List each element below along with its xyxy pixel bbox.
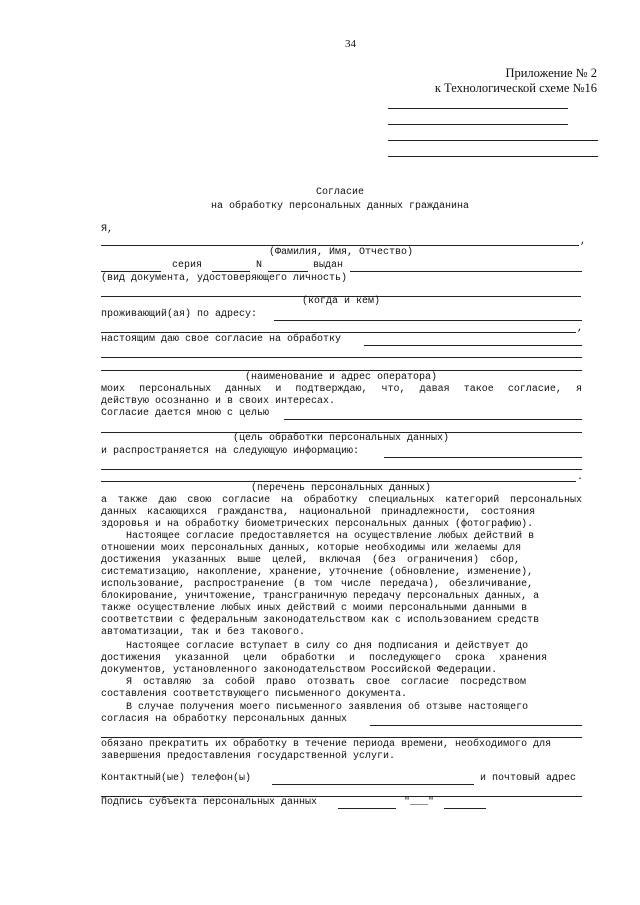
address-field-2: [101, 332, 576, 333]
actions-line-2: отношении моих персональных данных, которые необходимы или желаемы для: [101, 543, 522, 554]
phone-field: [272, 784, 474, 785]
info-field-3: [101, 481, 576, 482]
operator-field-1: [364, 345, 582, 346]
list-caption: (перечень персональных данных): [250, 483, 432, 494]
number-field: [268, 271, 308, 272]
residing-label: проживающий(ая) по адресу:: [101, 309, 258, 320]
info-period: .: [577, 472, 584, 483]
header-blank-line-3: [388, 140, 598, 141]
appendix-line-1: Приложение № 2: [505, 66, 597, 80]
operator-field-3: [101, 370, 582, 371]
header-blank-line-1: [388, 108, 568, 109]
special-line-3: здоровья и на обработку биометрических персональных данных (фотографию).: [101, 519, 534, 530]
revoke-line-1: Я оставляю за собой право отозвать свое согласие посредством: [126, 677, 527, 688]
withdraw-field-2: [101, 737, 582, 738]
actions-line-3: достижения указанных выше целей, включая (без ограничения) сбор,: [101, 555, 521, 566]
consent-give-label: настоящим даю свое согласие на обработку: [101, 334, 342, 345]
obligation-line-2: завершения предоставления государственной услуги.: [101, 751, 396, 762]
actions-line-4: систематизацию, накопление, хранение, уточнение (обновление, изменение),: [101, 567, 534, 578]
force-line-2: достижения указанной цели обработки и последующего срока хранения: [101, 653, 548, 664]
series-field: [212, 271, 250, 272]
fio-field: [101, 245, 579, 246]
doc-caption: (вид документа, удостоверяющего личность): [101, 273, 348, 284]
force-line-3: документов, установленного законодательством Российской Федерации.: [101, 665, 498, 676]
actions-line-5: использование, распространение (в том числе передача), обезличивание,: [101, 579, 534, 590]
purpose-caption: (цель обработки персональных данных): [232, 433, 450, 444]
header-blank-line-4: [388, 156, 598, 157]
series-label: серия: [172, 260, 203, 271]
withdraw-field-1: [370, 725, 582, 726]
purpose-field-1: [284, 419, 582, 420]
paragraph-1-line-1: моих персональных данных и подтверждаю, что, давая такое согласие, я: [101, 384, 582, 395]
actions-line-1: Настоящее согласие предоставляется на осуществление любых действий в: [126, 531, 535, 542]
address-field-1: [274, 320, 582, 321]
fio-comma: ,: [580, 236, 587, 247]
signature-label: Подпись субъекта персональных данных: [101, 797, 318, 808]
ya-label: Я,: [101, 224, 114, 235]
applies-label: и распространяется на следующую информацию:: [101, 446, 360, 457]
document-subtitle: на обработку персональных данных гражданина: [210, 201, 470, 212]
appendix-line-2: к Технологической схеме №16: [434, 81, 597, 95]
operator-field-2: [101, 357, 582, 358]
doc-type-field: [101, 271, 161, 272]
special-line-1: а также даю свою согласие на обработку специальных категорий персональных: [101, 495, 582, 506]
withdraw-line-2: согласия на обработку персональных данных: [101, 714, 348, 725]
number-label: N: [256, 260, 263, 271]
revoke-line-2: составления соответствующего письменного документа.: [101, 689, 408, 700]
when-caption: (когда и кем): [301, 296, 380, 307]
signature-field: [338, 808, 396, 809]
page-number: 34: [345, 38, 356, 50]
fio-caption: (Фамилия, Имя, Отчество): [268, 247, 414, 258]
phone-label: Контактный(ые) телефон(ы): [101, 773, 252, 784]
special-line-2: данных касающихся гражданства, национальной принадлежности, состояния: [101, 507, 536, 518]
paragraph-1-line-2: действую осознанно и в своих интересах.: [101, 396, 336, 407]
info-field-1: [384, 457, 582, 458]
info-field-2: [101, 469, 582, 470]
withdraw-line-1: В случае получения моего письменного заявления об отзыве настоящего: [126, 702, 529, 713]
mail-label: и почтовый адрес: [480, 773, 577, 784]
actions-line-8: соответствии с федеральным законодательством как с использованием средств: [101, 615, 540, 626]
actions-line-7: также осуществление любых иных действий с моими персональными данными в: [101, 603, 528, 614]
header-blank-line-2: [388, 124, 568, 125]
date-month-field: [444, 808, 486, 809]
actions-line-6: блокирование, уничтожение, трансграничную передачу персональных данных, а: [101, 591, 540, 602]
purpose-label: Согласие дается мною с целью: [101, 408, 270, 419]
address-comma: ,: [577, 323, 584, 334]
actions-line-9: автоматизации, так и без такового.: [101, 627, 306, 638]
obligation-line-1: обязано прекратить их обработку в течение периода времени, необходимого для: [101, 739, 552, 750]
issued-field: [350, 271, 582, 272]
date-day-field: "___": [404, 797, 435, 808]
operator-caption: (наименование и адрес оператора): [244, 372, 438, 383]
issued-label: выдан: [313, 260, 344, 271]
force-line-1: Настоящее согласие вступает в силу со дня подписания и действует до: [126, 641, 529, 652]
document-title: Согласие: [315, 187, 364, 198]
